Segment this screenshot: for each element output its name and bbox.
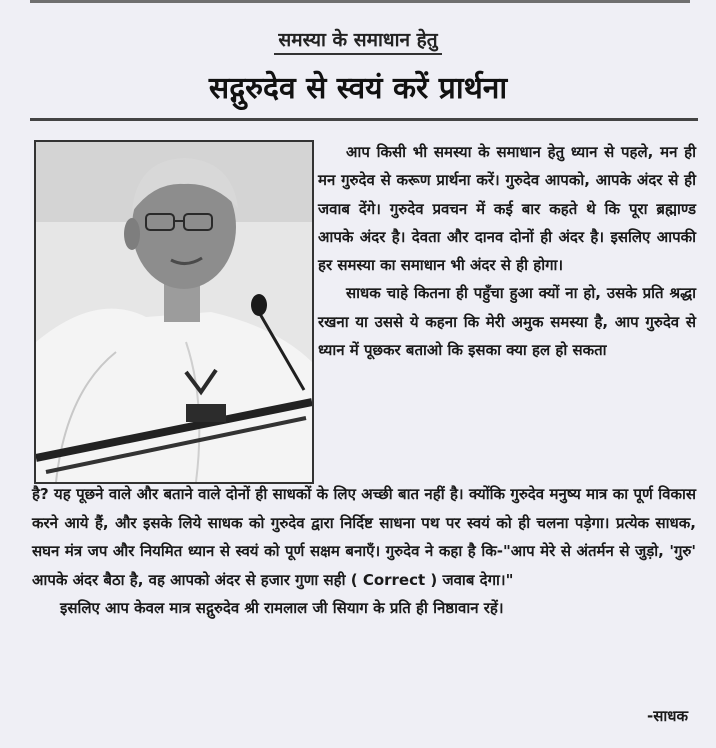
guru-photo [34, 140, 314, 484]
top-border [30, 0, 690, 3]
article-title: सद्गुरुदेव से स्वयं करें प्रार्थना [208, 71, 508, 106]
title-divider [30, 118, 698, 121]
article-body-top [318, 138, 696, 364]
paragraph-3: इसलिए आप केवल मात्र सद्गुरुदेव श्री रामलाल जी सियाग के प्रति ही निष्ठावान रहें। [60, 599, 504, 618]
paragraph-1: आप किसी भी समस्या के समाधान हेतु ध्यान से पहले, मन ही मन गुरुदेव से करूण प्रार्थना करें। गुरुदेव आपको, आपके अंदर से ही जवाब देंगे। गुरुदेव प्रवचन में कई बार कहते थे कि पूरा ब्रह्माण्ड आपके अंदर है। देवता और दानव दोनों ही अंदर है। इसलिए आपकी हर समस्या का समाधान भी अंदर से ही होगा। [318, 143, 696, 275]
paragraph-2-start: साधक चाहे कितना ही पहुँचा हुआ क्यों ना हो, उसके प्रति श्रद्धा रखना या उससे ये कहना कि मेरी अमुक समस्या है, आप गुरुदेव से ध्यान में पूछकर बताओ कि इसका क्या हल हो सकता [318, 284, 696, 360]
speaker-with-microphone-image [36, 142, 312, 482]
article-subtitle: समस्या के समाधान हेतु [0, 26, 716, 52]
paragraph-2-continued: है? यह पूछने वाले और बताने वाले दोनों ही साधकों के लिए अच्छी बात नहीं है। क्योंकि गुरुदेव मनुष्य मात्र का पूर्ण विकास करने आये हैं, और इसके लिये साधक को गुरुदेव द्वारा निर्दिष्ट साधना पथ पर स्वयं को ही चलना पड़ेगा। प्रत्येक साधक, सघन मंत्र जप और नियमित ध्यान से स्वयं को पूर्ण सक्षम बनाएँ। गुरुदेव ने कहा है कि-"आप मेरे से अंतर्मन से जुड़ो, 'गुरु' आपके अंदर बैठा है, वह आपको अंदर से हजार गुणा सही ( Correct ) जवाब देगा।" [32, 485, 696, 589]
article-body-bottom [32, 480, 696, 623]
signature: -साधक [647, 707, 688, 725]
